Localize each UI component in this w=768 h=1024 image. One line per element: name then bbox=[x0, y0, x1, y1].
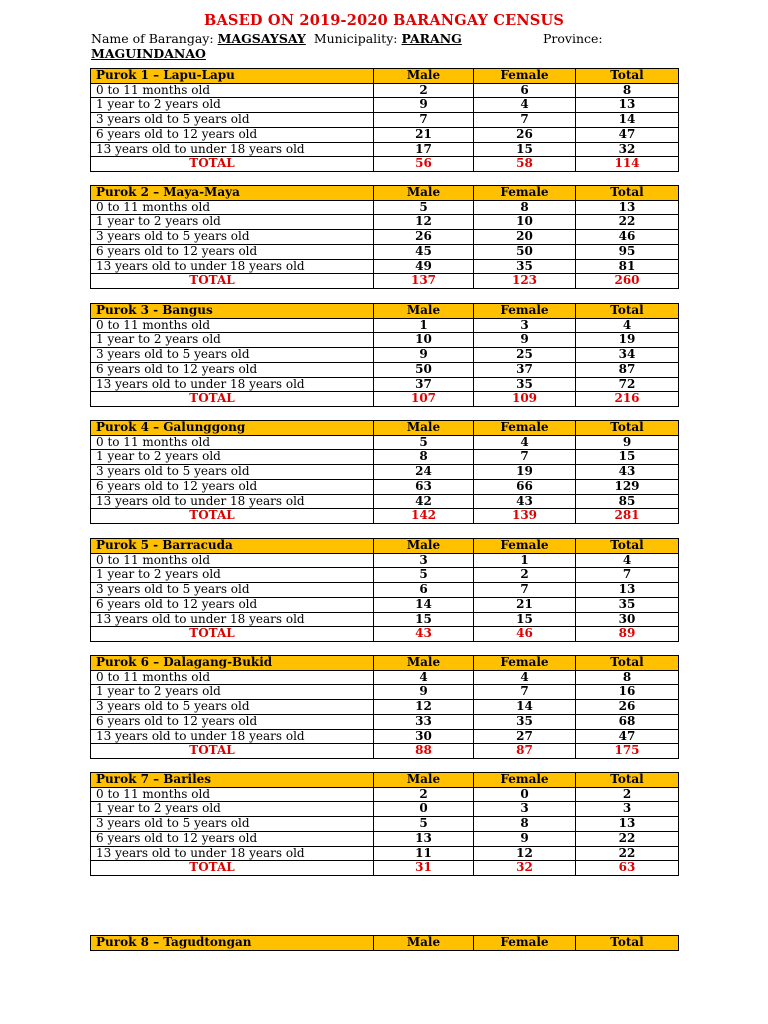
total-count: 14 bbox=[576, 113, 679, 128]
total-count: 13 bbox=[576, 817, 679, 832]
table-row bbox=[91, 259, 679, 274]
table-row bbox=[91, 685, 679, 700]
male-count: 15 bbox=[374, 612, 474, 627]
age-group-label: 13 years old to under 18 years old bbox=[91, 612, 374, 627]
female-count: 2 bbox=[474, 568, 576, 583]
total-count: 15 bbox=[576, 450, 679, 465]
male-count: 33 bbox=[374, 714, 474, 729]
age-group-label: 6 years old to 12 years old bbox=[91, 831, 374, 846]
province-label: Province: bbox=[543, 31, 603, 46]
table-row bbox=[91, 215, 679, 230]
male-count: 9 bbox=[374, 685, 474, 700]
male-total: 107 bbox=[374, 392, 474, 407]
total-count: 68 bbox=[576, 714, 679, 729]
age-group-label: 0 to 11 months old bbox=[91, 787, 374, 802]
male-header: Male bbox=[374, 656, 474, 671]
total-count: 87 bbox=[576, 362, 679, 377]
male-count: 5 bbox=[374, 568, 474, 583]
table-row bbox=[91, 846, 679, 861]
age-group-label: 13 years old to under 18 years old bbox=[91, 846, 374, 861]
male-count: 17 bbox=[374, 142, 474, 157]
table-row bbox=[91, 714, 679, 729]
male-count: 42 bbox=[374, 494, 474, 509]
purok-name: Purok 7 – Bariles bbox=[91, 773, 374, 788]
female-count: 7 bbox=[474, 113, 576, 128]
female-total: 58 bbox=[474, 157, 576, 172]
male-header: Male bbox=[374, 304, 474, 319]
female-count: 25 bbox=[474, 348, 576, 363]
age-group-label: 1 year to 2 years old bbox=[91, 802, 374, 817]
female-count: 3 bbox=[474, 318, 576, 333]
total-count: 43 bbox=[576, 465, 679, 480]
female-count: 37 bbox=[474, 362, 576, 377]
male-count: 9 bbox=[374, 348, 474, 363]
total-header: Total bbox=[576, 656, 679, 671]
female-count: 3 bbox=[474, 802, 576, 817]
total-label: TOTAL bbox=[189, 156, 235, 171]
age-group-label: 6 years old to 12 years old bbox=[91, 362, 374, 377]
table-row bbox=[91, 83, 679, 98]
age-group-label: 13 years old to under 18 years old bbox=[91, 259, 374, 274]
female-total: 87 bbox=[474, 744, 576, 759]
total-row bbox=[91, 509, 679, 524]
total-count: 95 bbox=[576, 244, 679, 259]
total-header: Total bbox=[576, 936, 679, 951]
female-total: 32 bbox=[474, 861, 576, 876]
male-count: 6 bbox=[374, 583, 474, 598]
table-row bbox=[91, 787, 679, 802]
female-count: 26 bbox=[474, 127, 576, 142]
total-count: 85 bbox=[576, 494, 679, 509]
table-row bbox=[91, 465, 679, 480]
total-count: 22 bbox=[576, 215, 679, 230]
total-count: 3 bbox=[576, 802, 679, 817]
purok-table bbox=[90, 68, 679, 172]
male-count: 1 bbox=[374, 318, 474, 333]
table-row bbox=[91, 568, 679, 583]
female-count: 35 bbox=[474, 259, 576, 274]
age-group-label: 1 year to 2 years old bbox=[91, 450, 374, 465]
female-total: 123 bbox=[474, 274, 576, 289]
female-total: 46 bbox=[474, 627, 576, 642]
total-count: 13 bbox=[576, 200, 679, 215]
total-header: Total bbox=[576, 539, 679, 554]
male-total: 137 bbox=[374, 274, 474, 289]
female-count: 15 bbox=[474, 612, 576, 627]
male-count: 37 bbox=[374, 377, 474, 392]
age-group-label: 1 year to 2 years old bbox=[91, 568, 374, 583]
total-label: TOTAL bbox=[189, 626, 235, 641]
female-count: 0 bbox=[474, 787, 576, 802]
grand-total: 281 bbox=[576, 509, 679, 524]
table-row bbox=[91, 597, 679, 612]
total-row bbox=[91, 157, 679, 172]
age-group-label: 0 to 11 months old bbox=[91, 318, 374, 333]
total-label-cell bbox=[91, 744, 374, 759]
age-group-label: 1 year to 2 years old bbox=[91, 333, 374, 348]
male-header: Male bbox=[374, 773, 474, 788]
female-count: 19 bbox=[474, 465, 576, 480]
total-count: 81 bbox=[576, 259, 679, 274]
total-label-cell bbox=[91, 392, 374, 407]
total-label: TOTAL bbox=[189, 860, 235, 875]
total-count: 16 bbox=[576, 685, 679, 700]
age-group-label: 3 years old to 5 years old bbox=[91, 230, 374, 245]
table-row bbox=[91, 450, 679, 465]
total-count: 19 bbox=[576, 333, 679, 348]
female-count: 4 bbox=[474, 435, 576, 450]
male-count: 10 bbox=[374, 333, 474, 348]
female-count: 9 bbox=[474, 333, 576, 348]
purok-header-row bbox=[91, 936, 679, 951]
age-group-label: 13 years old to under 18 years old bbox=[91, 377, 374, 392]
age-group-label: 6 years old to 12 years old bbox=[91, 597, 374, 612]
age-group-label: 1 year to 2 years old bbox=[91, 215, 374, 230]
male-total: 56 bbox=[374, 157, 474, 172]
table-row bbox=[91, 98, 679, 113]
table-row bbox=[91, 230, 679, 245]
age-group-label: 3 years old to 5 years old bbox=[91, 583, 374, 598]
purok-table bbox=[90, 538, 679, 642]
total-count: 13 bbox=[576, 98, 679, 113]
female-count: 15 bbox=[474, 142, 576, 157]
total-row bbox=[91, 861, 679, 876]
purok-name: Purok 8 – Tagudtongan bbox=[91, 936, 374, 951]
purok-header-row bbox=[91, 186, 679, 201]
male-count: 12 bbox=[374, 215, 474, 230]
male-count: 9 bbox=[374, 98, 474, 113]
purok-header-row bbox=[91, 69, 679, 84]
total-count: 9 bbox=[576, 435, 679, 450]
total-label-cell bbox=[91, 627, 374, 642]
female-count: 9 bbox=[474, 831, 576, 846]
male-count: 8 bbox=[374, 450, 474, 465]
female-total: 139 bbox=[474, 509, 576, 524]
table-row bbox=[91, 362, 679, 377]
total-header: Total bbox=[576, 421, 679, 436]
total-count: 8 bbox=[576, 670, 679, 685]
total-label-cell bbox=[91, 274, 374, 289]
age-group-label: 1 year to 2 years old bbox=[91, 98, 374, 113]
total-header: Total bbox=[576, 186, 679, 201]
age-group-label: 3 years old to 5 years old bbox=[91, 465, 374, 480]
female-header: Female bbox=[474, 936, 576, 951]
purok-name: Purok 6 – Dalagang-Bukid bbox=[91, 656, 374, 671]
male-count: 5 bbox=[374, 817, 474, 832]
table-row bbox=[91, 142, 679, 157]
female-count: 8 bbox=[474, 817, 576, 832]
total-count: 35 bbox=[576, 597, 679, 612]
total-count: 72 bbox=[576, 377, 679, 392]
age-group-label: 3 years old to 5 years old bbox=[91, 817, 374, 832]
purok-name: Purok 4 – Galunggong bbox=[91, 421, 374, 436]
female-header: Female bbox=[474, 539, 576, 554]
table-row bbox=[91, 670, 679, 685]
total-count: 129 bbox=[576, 479, 679, 494]
grand-total: 89 bbox=[576, 627, 679, 642]
purok-name: Purok 1 – Lapu-Lapu bbox=[91, 69, 374, 84]
total-header: Total bbox=[576, 304, 679, 319]
age-group-label: 3 years old to 5 years old bbox=[91, 348, 374, 363]
total-label-cell bbox=[91, 861, 374, 876]
total-count: 13 bbox=[576, 583, 679, 598]
table-row bbox=[91, 435, 679, 450]
age-group-label: 3 years old to 5 years old bbox=[91, 113, 374, 128]
male-count: 2 bbox=[374, 787, 474, 802]
female-count: 12 bbox=[474, 846, 576, 861]
purok-name: Purok 2 – Maya-Maya bbox=[91, 186, 374, 201]
purok-header-row bbox=[91, 773, 679, 788]
total-row bbox=[91, 392, 679, 407]
total-count: 2 bbox=[576, 787, 679, 802]
age-group-label: 13 years old to under 18 years old bbox=[91, 142, 374, 157]
age-group-label: 0 to 11 months old bbox=[91, 435, 374, 450]
total-row bbox=[91, 274, 679, 289]
female-header: Female bbox=[474, 421, 576, 436]
total-count: 7 bbox=[576, 568, 679, 583]
total-count: 22 bbox=[576, 831, 679, 846]
total-row bbox=[91, 744, 679, 759]
total-count: 8 bbox=[576, 83, 679, 98]
table-row bbox=[91, 113, 679, 128]
purok-table bbox=[90, 772, 679, 876]
total-count: 30 bbox=[576, 612, 679, 627]
female-count: 14 bbox=[474, 700, 576, 715]
grand-total: 260 bbox=[576, 274, 679, 289]
female-count: 27 bbox=[474, 729, 576, 744]
female-header: Female bbox=[474, 773, 576, 788]
total-count: 26 bbox=[576, 700, 679, 715]
male-header: Male bbox=[374, 539, 474, 554]
table-row bbox=[91, 802, 679, 817]
purok-header-row bbox=[91, 304, 679, 319]
total-header: Total bbox=[576, 69, 679, 84]
male-count: 26 bbox=[374, 230, 474, 245]
male-header: Male bbox=[374, 186, 474, 201]
age-group-label: 1 year to 2 years old bbox=[91, 685, 374, 700]
male-count: 5 bbox=[374, 200, 474, 215]
male-count: 11 bbox=[374, 846, 474, 861]
total-count: 34 bbox=[576, 348, 679, 363]
female-count: 7 bbox=[474, 450, 576, 465]
male-total: 31 bbox=[374, 861, 474, 876]
table-row bbox=[91, 583, 679, 598]
table-row bbox=[91, 377, 679, 392]
male-count: 5 bbox=[374, 435, 474, 450]
female-count: 20 bbox=[474, 230, 576, 245]
table-row bbox=[91, 553, 679, 568]
grand-total: 175 bbox=[576, 744, 679, 759]
total-label: TOTAL bbox=[189, 273, 235, 288]
document-title: BASED ON 2019-2020 BARANGAY CENSUS bbox=[204, 12, 564, 29]
age-group-label: 6 years old to 12 years old bbox=[91, 714, 374, 729]
total-label-cell bbox=[91, 509, 374, 524]
table-row bbox=[91, 729, 679, 744]
purok-table bbox=[90, 420, 679, 524]
female-count: 10 bbox=[474, 215, 576, 230]
purok-header-row bbox=[91, 539, 679, 554]
total-count: 47 bbox=[576, 127, 679, 142]
table-row bbox=[91, 318, 679, 333]
table-row bbox=[91, 127, 679, 142]
age-group-label: 0 to 11 months old bbox=[91, 553, 374, 568]
age-group-label: 0 to 11 months old bbox=[91, 670, 374, 685]
female-count: 50 bbox=[474, 244, 576, 259]
male-count: 2 bbox=[374, 83, 474, 98]
female-count: 21 bbox=[474, 597, 576, 612]
age-group-label: 3 years old to 5 years old bbox=[91, 700, 374, 715]
male-header: Male bbox=[374, 936, 474, 951]
age-group-label: 13 years old to under 18 years old bbox=[91, 494, 374, 509]
table-row bbox=[91, 348, 679, 363]
grand-total: 63 bbox=[576, 861, 679, 876]
female-count: 66 bbox=[474, 479, 576, 494]
male-total: 43 bbox=[374, 627, 474, 642]
male-count: 63 bbox=[374, 479, 474, 494]
total-label-cell bbox=[91, 157, 374, 172]
barangay-info bbox=[91, 31, 691, 61]
table-row bbox=[91, 612, 679, 627]
female-header: Female bbox=[474, 656, 576, 671]
total-label: TOTAL bbox=[189, 391, 235, 406]
female-header: Female bbox=[474, 69, 576, 84]
female-count: 7 bbox=[474, 583, 576, 598]
age-group-label: 0 to 11 months old bbox=[91, 200, 374, 215]
table-row bbox=[91, 479, 679, 494]
purok-table bbox=[90, 303, 679, 407]
total-count: 32 bbox=[576, 142, 679, 157]
total-count: 46 bbox=[576, 230, 679, 245]
purok-name: Purok 3 - Bangus bbox=[91, 304, 374, 319]
male-count: 4 bbox=[374, 670, 474, 685]
table-row bbox=[91, 333, 679, 348]
male-total: 142 bbox=[374, 509, 474, 524]
male-count: 21 bbox=[374, 127, 474, 142]
male-count: 7 bbox=[374, 113, 474, 128]
total-count: 22 bbox=[576, 846, 679, 861]
male-count: 49 bbox=[374, 259, 474, 274]
male-count: 50 bbox=[374, 362, 474, 377]
purok-table bbox=[90, 185, 679, 289]
municipality-label: Municipality: bbox=[313, 31, 398, 46]
total-label: TOTAL bbox=[189, 743, 235, 758]
purok-name: Purok 5 - Barracuda bbox=[91, 539, 374, 554]
female-count: 4 bbox=[474, 670, 576, 685]
purok-table bbox=[90, 935, 679, 951]
male-count: 12 bbox=[374, 700, 474, 715]
age-group-label: 6 years old to 12 years old bbox=[91, 479, 374, 494]
female-header: Female bbox=[474, 304, 576, 319]
total-count: 4 bbox=[576, 318, 679, 333]
municipality-value: PARANG bbox=[401, 31, 462, 46]
male-count: 45 bbox=[374, 244, 474, 259]
total-count: 47 bbox=[576, 729, 679, 744]
male-count: 3 bbox=[374, 553, 474, 568]
female-count: 6 bbox=[474, 83, 576, 98]
female-count: 4 bbox=[474, 98, 576, 113]
male-header: Male bbox=[374, 421, 474, 436]
total-count: 4 bbox=[576, 553, 679, 568]
age-group-label: 6 years old to 12 years old bbox=[91, 127, 374, 142]
female-count: 7 bbox=[474, 685, 576, 700]
female-header: Female bbox=[474, 186, 576, 201]
table-row bbox=[91, 494, 679, 509]
female-total: 109 bbox=[474, 392, 576, 407]
male-total: 88 bbox=[374, 744, 474, 759]
grand-total: 114 bbox=[576, 157, 679, 172]
age-group-label: 6 years old to 12 years old bbox=[91, 244, 374, 259]
total-label: TOTAL bbox=[189, 508, 235, 523]
female-count: 1 bbox=[474, 553, 576, 568]
female-count: 43 bbox=[474, 494, 576, 509]
table-row bbox=[91, 244, 679, 259]
age-group-label: 0 to 11 months old bbox=[91, 83, 374, 98]
male-header: Male bbox=[374, 69, 474, 84]
table-row bbox=[91, 831, 679, 846]
table-row bbox=[91, 700, 679, 715]
male-count: 30 bbox=[374, 729, 474, 744]
table-row bbox=[91, 200, 679, 215]
female-count: 35 bbox=[474, 377, 576, 392]
age-group-label: 13 years old to under 18 years old bbox=[91, 729, 374, 744]
purok-header-row bbox=[91, 421, 679, 436]
purok-header-row bbox=[91, 656, 679, 671]
barangay-value: MAGSAYSAY bbox=[217, 31, 306, 46]
female-count: 35 bbox=[474, 714, 576, 729]
purok-table bbox=[90, 655, 679, 759]
province-value: MAGUINDANAO bbox=[91, 46, 206, 61]
male-count: 13 bbox=[374, 831, 474, 846]
barangay-label: Name of Barangay: bbox=[91, 31, 214, 46]
male-count: 14 bbox=[374, 597, 474, 612]
total-header: Total bbox=[576, 773, 679, 788]
male-count: 0 bbox=[374, 802, 474, 817]
grand-total: 216 bbox=[576, 392, 679, 407]
female-count: 8 bbox=[474, 200, 576, 215]
table-row bbox=[91, 817, 679, 832]
male-count: 24 bbox=[374, 465, 474, 480]
total-row bbox=[91, 627, 679, 642]
